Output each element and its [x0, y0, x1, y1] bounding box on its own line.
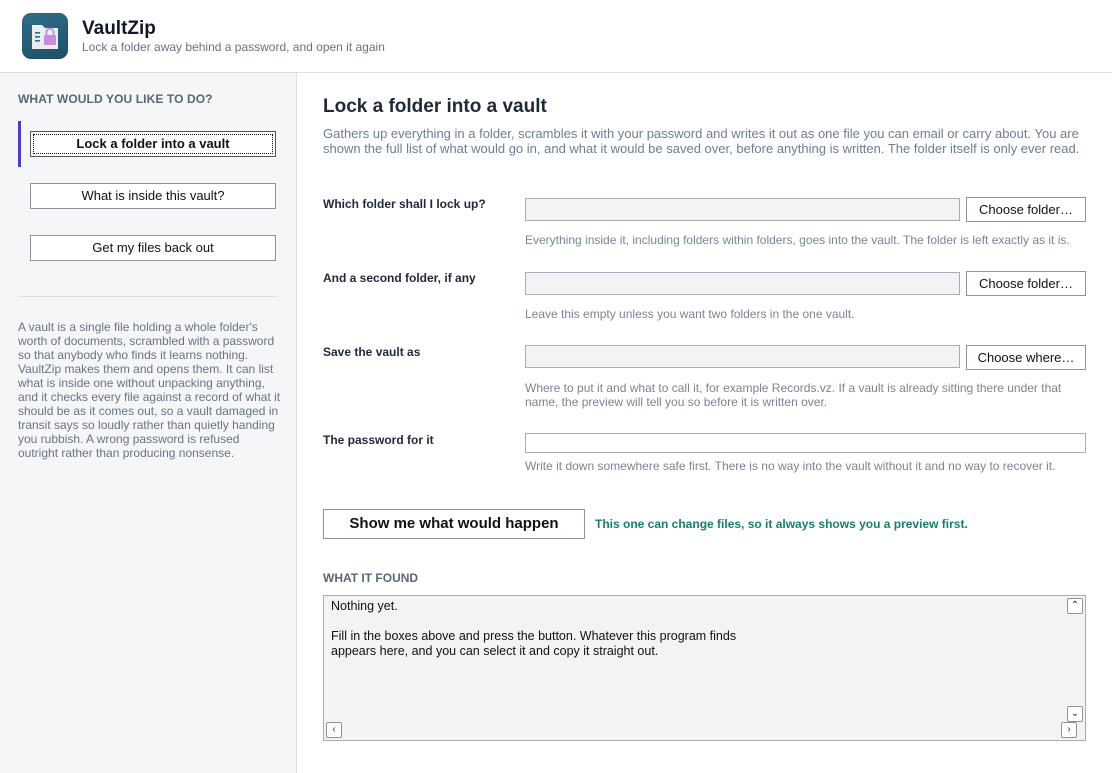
sidebar-item-extract-files[interactable]: Get my files back out [30, 235, 276, 261]
app-header [0, 0, 1112, 73]
sidebar-divider [18, 296, 278, 297]
folder-label: Which folder shall I lock up? [323, 197, 486, 211]
folder-input[interactable] [525, 198, 960, 221]
scroll-down-icon[interactable]: ⌄ [1067, 706, 1083, 722]
folder-lock-icon [22, 13, 68, 59]
second-folder-label: And a second folder, if any [323, 271, 476, 285]
sidebar-item-inspect-vault[interactable]: What is inside this vault? [30, 183, 276, 209]
save-as-label: Save the vault as [323, 345, 421, 359]
save-as-input[interactable] [525, 345, 960, 368]
scroll-right-icon[interactable]: › [1061, 722, 1077, 738]
folder-hint: Everything inside it, including folders within folders, goes into the vault. The folder is left exactly as it is. [525, 233, 1070, 247]
app-subtitle: Lock a folder away behind a password, and open it again [82, 40, 385, 54]
password-input[interactable] [525, 433, 1086, 453]
choose-second-folder-button[interactable]: Choose folder… [966, 271, 1086, 296]
active-indicator [18, 121, 21, 167]
show-preview-button[interactable]: Show me what would happen [323, 509, 585, 539]
scroll-up-icon[interactable]: ⌃ [1067, 598, 1083, 614]
sidebar-about-text: A vault is a single file holding a whole folder's worth of documents, scrambled with a password so that anybody who finds it learns nothing. VaultZip makes them and opens them. It can list what is inside one without unpacking anything, and it checks every file against a record of what it should be as it comes out, so a vault damaged in transit says so loudly rather than quietly handing you rubbish. A wrong password is refused outright rather than producing nonsense. [18, 320, 281, 460]
results-textarea[interactable] [323, 595, 1086, 741]
second-folder-hint: Leave this empty unless you want two folders in the one vault. [525, 307, 855, 321]
password-label: The password for it [323, 433, 434, 447]
results-text[interactable]: Nothing yet. Fill in the boxes above and press the button. Whatever this program finds appears here, and you can select it and copy it straight out. [331, 599, 737, 658]
sidebar-item-lock-folder[interactable]: Lock a folder into a vault [30, 131, 276, 157]
second-folder-input[interactable] [525, 272, 960, 295]
preview-note: This one can change files, so it always shows you a preview first. [595, 517, 968, 531]
choose-folder-button[interactable]: Choose folder… [966, 197, 1086, 222]
sidebar-heading: WHAT WOULD YOU LIKE TO DO? [18, 92, 213, 106]
main-panel [297, 73, 1112, 773]
password-hint: Write it down somewhere safe first. There is no way into the vault without it and no way to recover it. [525, 459, 1056, 473]
choose-where-button[interactable]: Choose where… [966, 345, 1086, 370]
save-as-hint: Where to put it and what to call it, for example Records.vz. If a vault is already sitting there under that name, the preview will tell you so before it is written over. [525, 381, 1062, 409]
scroll-left-icon[interactable]: ‹ [326, 722, 342, 738]
page-description: Gathers up everything in a folder, scrambles it with your password and writes it out as one file you can email or carry about. You are shown the full list of what would go in, and what it would be saved over, before anything is written. The folder itself is only ever read. [323, 126, 1080, 156]
page-title: Lock a folder into a vault [323, 96, 547, 117]
app-title: VaultZip [82, 18, 156, 39]
results-heading: WHAT IT FOUND [323, 571, 419, 585]
sidebar [0, 73, 297, 773]
